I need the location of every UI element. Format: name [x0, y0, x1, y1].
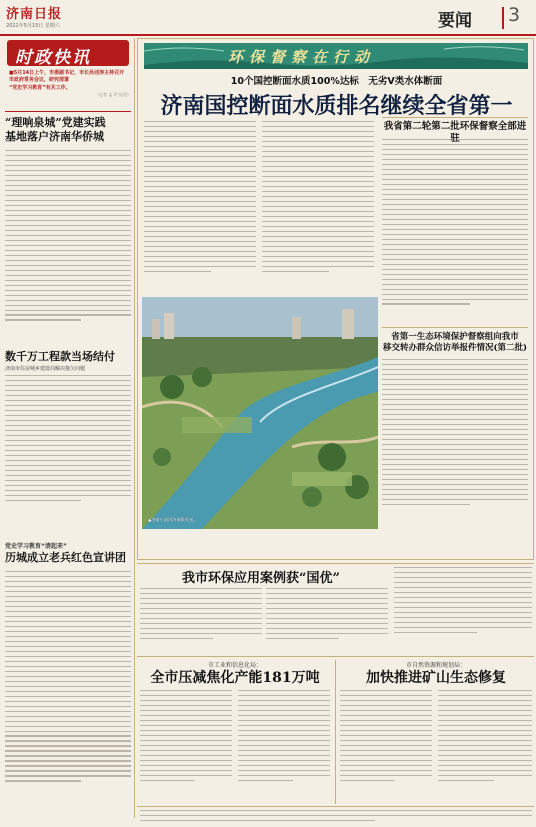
feature-story [137, 38, 534, 560]
article-body [5, 150, 131, 346]
divider [137, 563, 534, 564]
article-body [340, 690, 432, 804]
section-divider [502, 7, 504, 29]
article-body [394, 567, 532, 653]
river-photo [142, 297, 378, 529]
masthead-logo: 济南日报 [6, 7, 63, 22]
section-label [438, 4, 530, 30]
column-divider [134, 38, 135, 818]
date-line: 2021年5月15日 星期六 [6, 23, 60, 29]
article-title: 加快推进矿山生态修复 [366, 670, 506, 686]
article-title: 数千万工程款当场结付 [5, 350, 115, 363]
news-brief-label: 时政快讯 [15, 48, 91, 68]
article-body [140, 690, 232, 804]
feature-body-left [144, 121, 256, 293]
page-header [0, 0, 536, 36]
feature-banner [144, 43, 528, 69]
right-article-title: 我省第二轮第二批环保督察全部进 [383, 121, 527, 132]
article-body [5, 375, 131, 525]
river-landscape-image [142, 297, 378, 529]
divider [137, 656, 534, 657]
article-body [266, 588, 388, 652]
article-title: 我市环保应用案例获“国优” [182, 571, 340, 586]
section-name: 要闻 [438, 11, 472, 31]
news-brief-list [9, 70, 131, 98]
page-number: 3 [508, 4, 521, 26]
divider [382, 117, 528, 118]
article-kicker: 党史学习教育“清起来” [5, 543, 67, 550]
footer-text [140, 810, 532, 825]
right-article-title [382, 332, 528, 354]
article-body [140, 588, 262, 652]
right-article-title-line: 省第一生态环境保护督察组向我市 [391, 332, 519, 342]
divider [5, 111, 131, 112]
feature-subtitle: 10个国控断面水质100%达标 无劣Ⅴ类水体断面 [230, 76, 443, 87]
left-column [3, 38, 133, 825]
divider [137, 806, 534, 807]
feature-body-middle [262, 121, 374, 293]
brief-line: ■5月14日上午，市委副书记、市长孙述涛主持召开 [9, 70, 125, 76]
article-body [5, 571, 131, 821]
article-body [238, 690, 330, 804]
column-divider [335, 660, 336, 804]
feature-headline: 济南国控断面水质排名继续全省第一 [160, 93, 513, 119]
banner-title: 环保督察在行动 [228, 48, 376, 66]
brief-line: 市政府常务会议，研究部署 [9, 77, 70, 84]
right-article-title-line: 移交转办群众信访举报件情况(第二批) [382, 343, 528, 353]
photo-caption: ▲济南小清河济南段风光。 [148, 517, 198, 522]
right-article-body [382, 359, 528, 529]
article-kicker: 市工业和信息化局： [207, 662, 262, 669]
article-subtitle: 济南市住房城乡建设局解决拖欠问题 [5, 366, 86, 372]
right-article-body [382, 139, 528, 325]
brief-line: “党史学习教育”有关工作。 [9, 84, 71, 91]
article-title: “理响泉城”党建实践 [5, 116, 106, 129]
article-title: 历城成立老兵红色宣讲团 [5, 551, 126, 564]
article-body [438, 690, 532, 804]
brief-source: （记者 孟 玲 报道） [95, 92, 131, 98]
article-title: 基地落户济南华侨城 [5, 130, 104, 143]
news-brief-badge [7, 40, 129, 66]
article-title: 全市压减焦化产能181万吨 [150, 670, 320, 686]
divider [382, 327, 528, 328]
article-kicker: 市自然资源和规划局： [405, 662, 466, 669]
